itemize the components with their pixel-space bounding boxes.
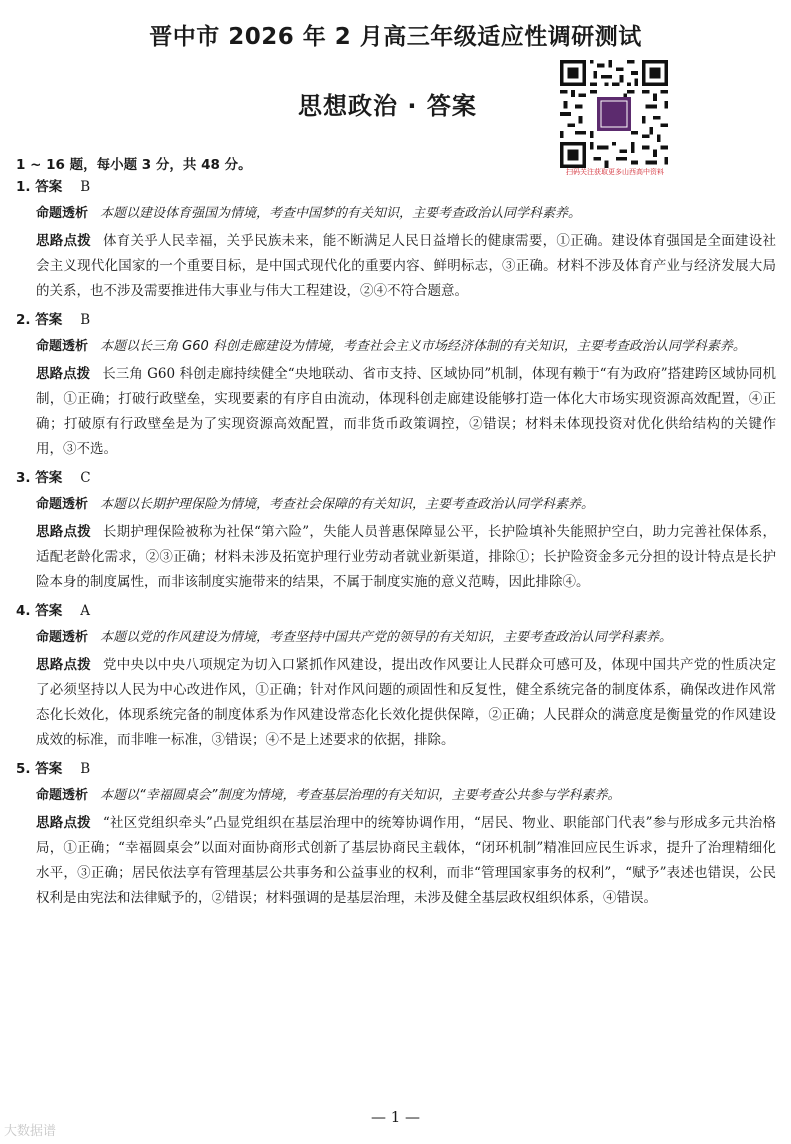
question-2 [16,309,776,462]
question-hint [16,229,776,304]
analysis-text: 本题以长三角 G60 科创走廊建设为情境，考查社会主义市场经济体制的有关知识，主要考查政治认同学科素养。 [100,339,746,354]
question-number: 1. 答案 [16,179,63,195]
analysis-label: 命题透析 [36,206,89,221]
question-answer: C [80,470,91,486]
question-heading [16,176,776,198]
analysis-label: 命题透析 [36,788,89,803]
hint-label: 思路点拨 [36,815,91,831]
question-heading [16,309,776,331]
question-answer: B [80,761,91,777]
analysis-text: 本题以党的作风建设为情境，考查坚持中国共产党的领导的有关知识，主要考查政治认同学科素养。 [100,630,673,645]
hint-text: “社区党组织牵头”凸显党组织在基层治理中的统筹协调作用，“居民、物业、职能部门代表”参与形成多元共治格局，①正确；“幸福圆桌会”以面对面协商形式创新了基层协商民主载体，“闭环机制”精准回应民生诉求，提升了治理精细化水平，③正确；居民依法享有管理基层公共事务和公益事业的权利，而非“管理国家事务的权利”，“赋予”表述也错误，公民权利是由宪法和法律赋予的，②错误；材料强调的是基层治理，未涉及健全基层政权组织体系，④错误。 [36,815,777,906]
qr-code-block [560,60,670,178]
analysis-text: 本题以“幸福圆桌会”制度为情境，考查基层治理的有关知识，主要考查公共参与学科素养。 [100,788,621,803]
question-heading [16,758,776,780]
page-number: — 1 — [370,1108,421,1126]
question-5 [16,758,776,911]
hint-label: 思路点拨 [36,657,91,673]
question-answer: A [80,603,90,619]
analysis-label: 命题透析 [36,339,89,354]
question-analysis [16,334,776,359]
section-summary: 1 ~ 16 题，每小题 3 分，共 48 分。 [16,157,252,173]
watermark: 大数据谱 [4,1124,57,1139]
question-hint [16,653,776,753]
question-number: 4. 答案 [16,603,63,619]
qr-caption: 扫码关注获取更多山西高中资料 [566,168,664,176]
qr-code-icon [560,60,668,168]
analysis-text: 本题以长期护理保险为情境，考查社会保障的有关知识，主要考查政治认同学科素养。 [100,497,595,512]
question-3 [16,467,776,595]
page-subtitle: 思想政治 · 答案 [298,92,477,120]
question-hint [16,811,776,911]
hint-text: 体育关乎人民幸福，关乎民族未来，能不断满足人民日益增长的健康需要，①正确。建设体育强国是全面建设社会主义现代化国家的一个重要目标，是中国式现代化的重要内容、鲜明标志，③正确。材料不涉及体育产业与经济发展大局的关系，也不涉及需要推进伟大事业与伟大工程建设，②④不符合题意。 [36,233,777,299]
question-answer: B [80,179,91,195]
question-analysis [16,492,776,517]
question-1 [16,176,776,304]
question-hint [16,362,776,462]
question-hint [16,520,776,595]
question-heading [16,600,776,622]
hint-text: 党中央以中央八项规定为切入口紧抓作风建设，提出改作风要让人民群众可感可及，体现中国共产党的性质决定了必须坚持以人民为中心改进作风，①正确；针对作风问题的顽固性和反复性，健全系统完备的制度体系，确保改进作风常态化长效化，体现系统完备的制度体系为作风建设常态化长效化提供保障，②正确；人民群众的满意度是衡量党的作风建设成效的标准，而非唯一标准，③错误；④不是上述要求的依据，排除。 [36,657,777,748]
question-number: 5. 答案 [16,761,63,777]
question-analysis [16,783,776,808]
question-analysis [16,201,776,226]
question-number: 2. 答案 [16,312,63,328]
question-number: 3. 答案 [16,470,63,486]
answer-list [16,176,776,916]
analysis-label: 命题透析 [36,630,89,645]
hint-label: 思路点拨 [36,524,91,540]
hint-label: 思路点拨 [36,233,91,249]
analysis-text: 本题以建设体育强国为情境，考查中国梦的有关知识，主要考查政治认同学科素养。 [100,206,582,221]
hint-text: 长期护理保险被称为社保“第六险”，失能人员普惠保障显公平，长护险填补失能照护空白，助力完善社保体系，适配老龄化需求，②③正确；材料未涉及拓宽护理行业劳动者就业新渠道，排除①；长护险资金多元分担的设计特点是长护险本身的制度属性，而非该制度实施带来的结果，不属于制度实施的意义范畴，因此排除④。 [36,524,776,590]
hint-label: 思路点拨 [36,366,91,382]
analysis-label: 命题透析 [36,497,89,512]
page-title: 晋中市 2026 年 2 月高三年级适应性调研测试 [149,24,642,50]
question-heading [16,467,776,489]
question-4 [16,600,776,753]
question-answer: B [80,312,91,328]
hint-text: 长三角 G60 科创走廊持续健全“央地联动、省市支持、区域协同”机制，体现有赖于“有为政府”搭建跨区域协同机制，①正确；打破行政壁垒，实现要素的有序自由流动，体现科创走廊建设能够打造一体化大市场实现资源高效配置，④正确；打破原有行政壁垒是为了实现资源高效配置，而非货币政策调控，②错误；材料未体现投资对优化供给结构的关键作用，③不选。 [36,366,777,457]
question-analysis [16,625,776,650]
